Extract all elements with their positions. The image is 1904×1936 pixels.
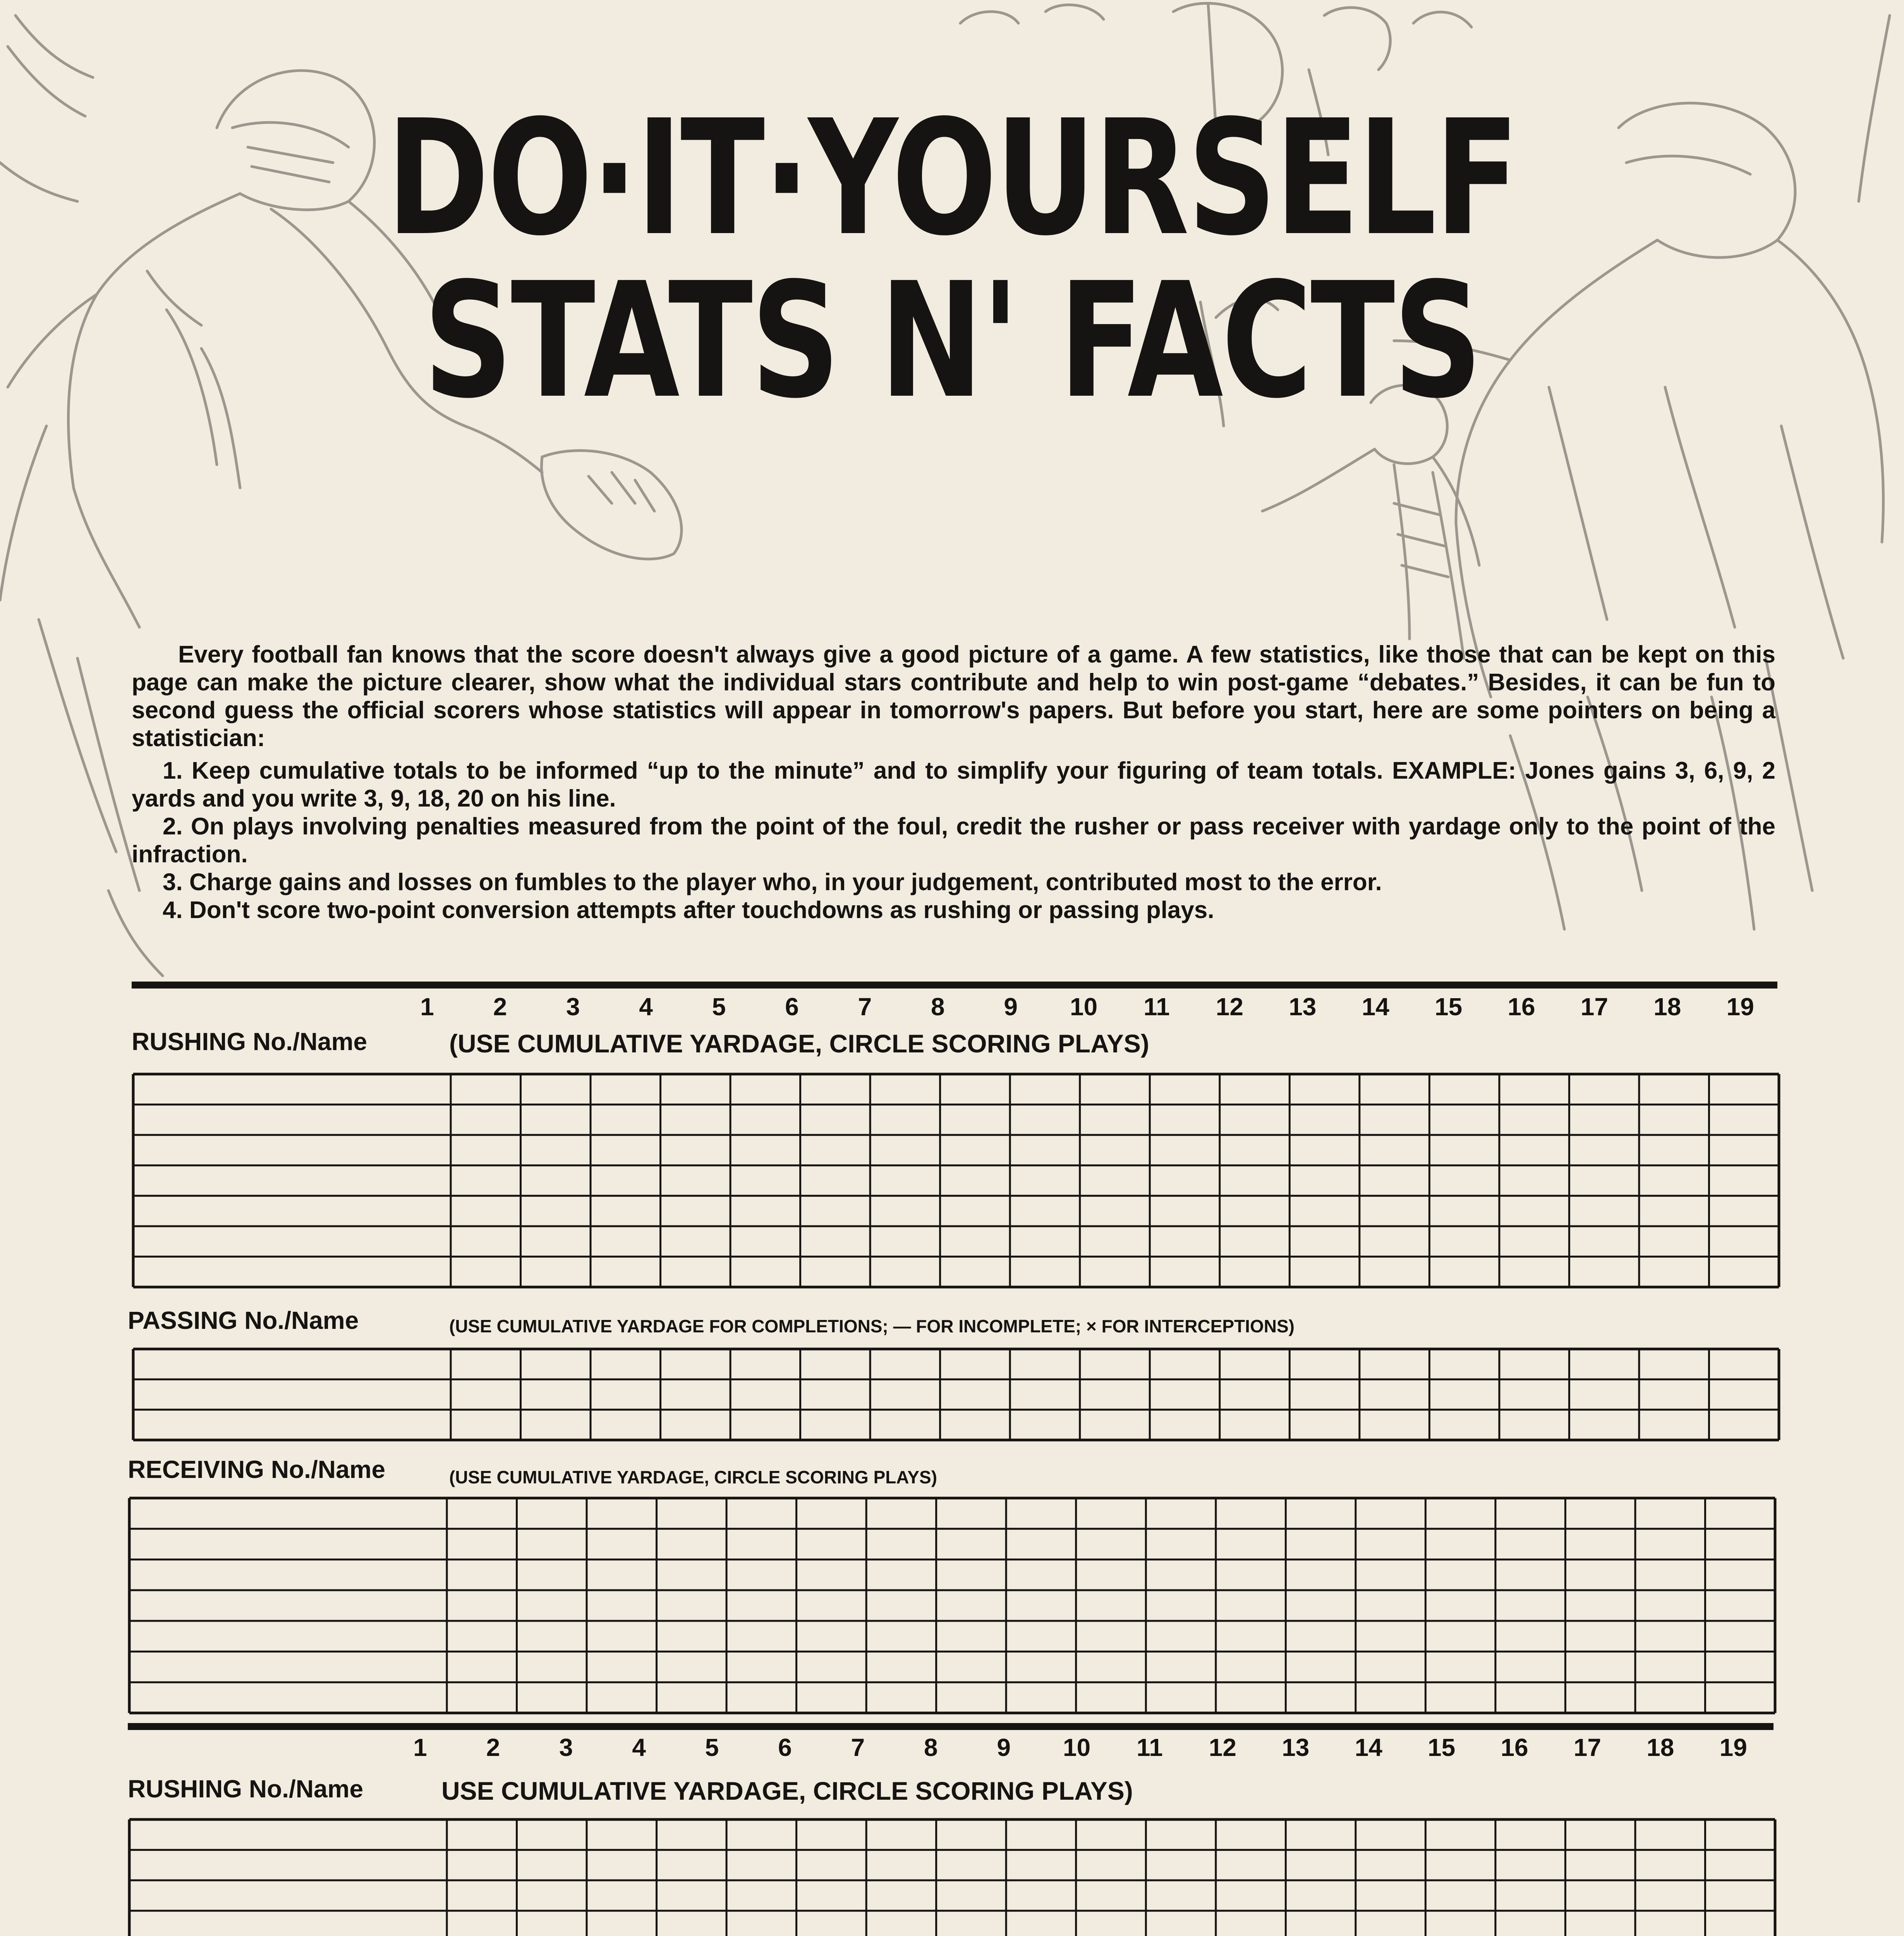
- column-number-3: 3: [566, 993, 580, 1021]
- column-number-11: 11: [1137, 1733, 1163, 1761]
- column-number-18: 18: [1646, 1733, 1674, 1761]
- grid-lines: [128, 1818, 1777, 1936]
- passing-stat-grid[interactable]: [132, 1347, 1781, 1444]
- rushing-label: RUSHING No./Name: [128, 1775, 364, 1803]
- column-number-7: 7: [851, 1733, 865, 1761]
- passing-instructions: (USE CUMULATIVE YARDAGE FOR COMPLETIONS; — FOR INCOMPLETE; × FOR INTERCEPTIONS): [449, 1316, 1295, 1336]
- rushing-instructions: (USE CUMULATIVE YARDAGE, CIRCLE SCORING PLAYS): [449, 1029, 1149, 1058]
- pointer-4: 4. Don't score two-point conversion attempts after touchdowns as rushing or passing plays.: [163, 897, 1214, 923]
- grid-lines: [132, 1347, 1781, 1442]
- column-number-4: 4: [639, 993, 653, 1021]
- column-number-8: 8: [924, 1733, 938, 1761]
- page-title: [0, 86, 1904, 433]
- column-number-5: 5: [712, 993, 726, 1021]
- divider-rule: [132, 982, 1777, 989]
- column-number-12: 12: [1216, 993, 1243, 1021]
- pointer-1: 1. Keep cumulative totals to be informed “up to the minute” and to simplify your figuring of team totals. EXAMPLE: Jones gains 3, 6, 9, 2 yards and you write 3, 9, 18, 20 on his line.: [132, 757, 1775, 812]
- title-line-1: DO·IT·YOURSELF: [386, 86, 1518, 271]
- column-number-9: 9: [997, 1733, 1011, 1761]
- pointer-3: 3. Charge gains and losses on fumbles to the player who, in your judgement, contributed most to the error.: [163, 869, 1382, 896]
- column-number-2: 2: [493, 993, 507, 1021]
- column-number-18: 18: [1653, 993, 1681, 1021]
- column-number-1: 1: [420, 993, 434, 1021]
- column-number-3: 3: [559, 1733, 573, 1761]
- column-number-16: 16: [1507, 993, 1535, 1021]
- column-number-2: 2: [486, 1733, 500, 1761]
- grid-lines: [132, 1073, 1781, 1289]
- column-number-8: 8: [931, 993, 945, 1021]
- column-number-12: 12: [1209, 1733, 1236, 1761]
- column-number-17: 17: [1573, 1733, 1601, 1761]
- column-number-9: 9: [1004, 993, 1018, 1021]
- column-number-7: 7: [858, 993, 872, 1021]
- passing-label: PASSING No./Name: [128, 1306, 359, 1334]
- receiving-stat-grid[interactable]: [128, 1497, 1777, 1717]
- divider-rule: [128, 1723, 1774, 1730]
- column-number-14: 14: [1355, 1733, 1382, 1761]
- column-number-14: 14: [1361, 993, 1389, 1021]
- column-number-4: 4: [632, 1733, 646, 1761]
- column-number-19: 19: [1719, 1733, 1747, 1761]
- pointer-2: 2. On plays involving penalties measured from the point of the foul, credit the rusher or pass receiver with yardage only to the point of the infraction.: [132, 813, 1775, 868]
- column-number-11: 11: [1143, 993, 1170, 1021]
- column-number-15: 15: [1435, 993, 1463, 1021]
- column-number-6: 6: [778, 1733, 792, 1761]
- rushing-instructions: USE CUMULATIVE YARDAGE, CIRCLE SCORING PLAYS): [441, 1776, 1133, 1805]
- grid-lines: [128, 1497, 1777, 1715]
- column-number-10: 10: [1070, 993, 1098, 1021]
- rushing-stat-grid[interactable]: [128, 1818, 1777, 1936]
- column-number-13: 13: [1289, 993, 1317, 1021]
- column-number-17: 17: [1580, 993, 1608, 1021]
- title-line-2: STATS N' FACTS: [423, 248, 1481, 433]
- receiving-instructions: (USE CUMULATIVE YARDAGE, CIRCLE SCORING PLAYS): [449, 1467, 937, 1487]
- column-number-19: 19: [1726, 993, 1754, 1021]
- column-number-15: 15: [1428, 1733, 1456, 1761]
- column-number-16: 16: [1501, 1733, 1528, 1761]
- intro-paragraph: Every football fan knows that the score doesn't always give a good picture of a game. A few statistics, like those that can be kept on this page can make the picture clearer, show what the individual stars contribute and help to win post-game “debates.” Besides, it can be fun to second guess the official scorers whose statistics will appear in tomorrow's papers. But before you start, here are some pointers on being a statistician:: [132, 641, 1775, 752]
- column-number-1: 1: [413, 1733, 427, 1761]
- receiving-label: RECEIVING No./Name: [128, 1455, 386, 1483]
- intro-text: [132, 641, 1775, 924]
- column-number-13: 13: [1282, 1733, 1310, 1761]
- column-number-6: 6: [785, 993, 799, 1021]
- column-number-5: 5: [705, 1733, 719, 1761]
- rushing-stat-grid[interactable]: [132, 1073, 1781, 1291]
- rushing-label: RUSHING No./Name: [132, 1028, 367, 1056]
- column-number-10: 10: [1063, 1733, 1091, 1761]
